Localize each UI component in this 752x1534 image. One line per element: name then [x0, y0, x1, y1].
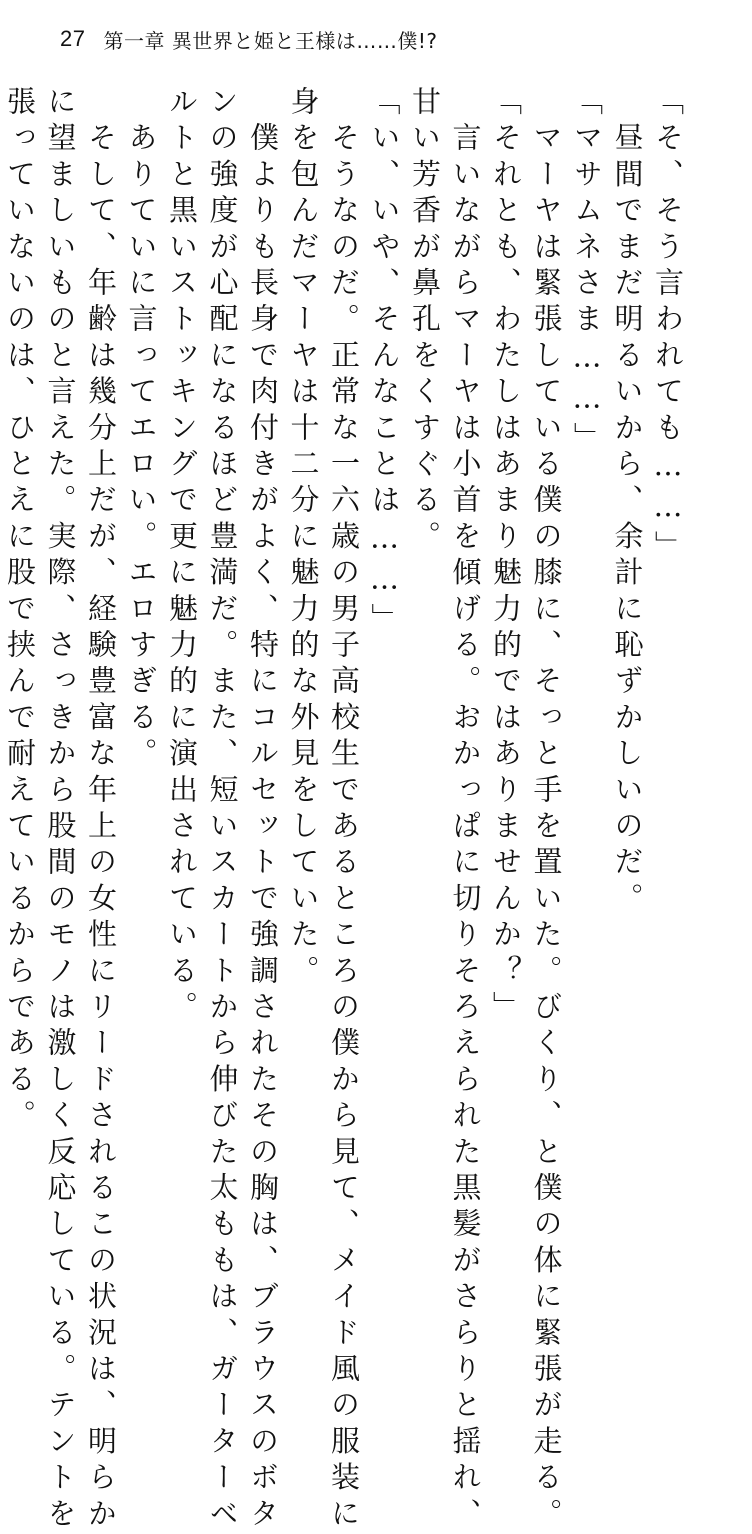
vertical-text-body — [3, 86, 688, 1534]
text-line: マーヤは緊張している僕の膝に、そっと手を置いた。びくり、と僕の体に緊張が走る。 — [529, 86, 564, 1534]
text-line: 「マサムネさま……」 — [570, 86, 604, 458]
text-line: ンの強度が心配になるほど豊満だ。また、短いスカートから伸びた太ももは、ガーターベ — [205, 86, 240, 1534]
text-line: に望ましいものと言えた。実際、さっきから股間のモノは激しく反応している。テントを — [43, 86, 78, 1534]
text-line: 「い、いや、そんなことは……」 — [367, 86, 402, 639]
text-line: 甘い芳香が鼻孔をくすぐる。 — [408, 86, 442, 557]
text-line: 身を包んだマーヤは十二分に魅力的な外見をしていた。 — [286, 86, 321, 991]
running-header — [60, 22, 437, 56]
text-line: 昼間でまだ明るいから、余計に恥ずかしいのだ。 — [610, 86, 645, 919]
page-number: 27 — [60, 26, 86, 51]
text-line: そうなのだ。正常な一六歳の男子高校生であるところの僕から見て、メイド風の服装に — [327, 86, 361, 1534]
running-title: 第一章 異世界と姫と王様は……僕!? — [103, 28, 438, 53]
text-line: そして、年齢は幾分上だが、経験豊富な年上の女性にリードされるこの状況は、明らか — [84, 86, 118, 1534]
text-line: 僕よりも長身で肉付きがよく、特にコルセットで強調されたその胸は、ブラウスのボタ — [246, 86, 280, 1534]
text-line: 「それとも、わたしはあまり魅力的ではありませんか？」 — [489, 86, 523, 1028]
text-line: 「そ、そう言われても……」 — [651, 86, 685, 567]
text-line: 言いながらマーヤは小首を傾げる。おかっぱに切りそろえられた黒髪がさらりと揺れ、 — [448, 86, 483, 1534]
text-line: ありていに言ってエロい。エロすぎる。 — [124, 86, 159, 774]
text-line: ルトと黒いストッキングで更に魅力的に演出されている。 — [165, 86, 199, 1028]
text-line: 張っていないのは、ひとえに股で挟んで耐えているからである。 — [3, 86, 37, 1136]
